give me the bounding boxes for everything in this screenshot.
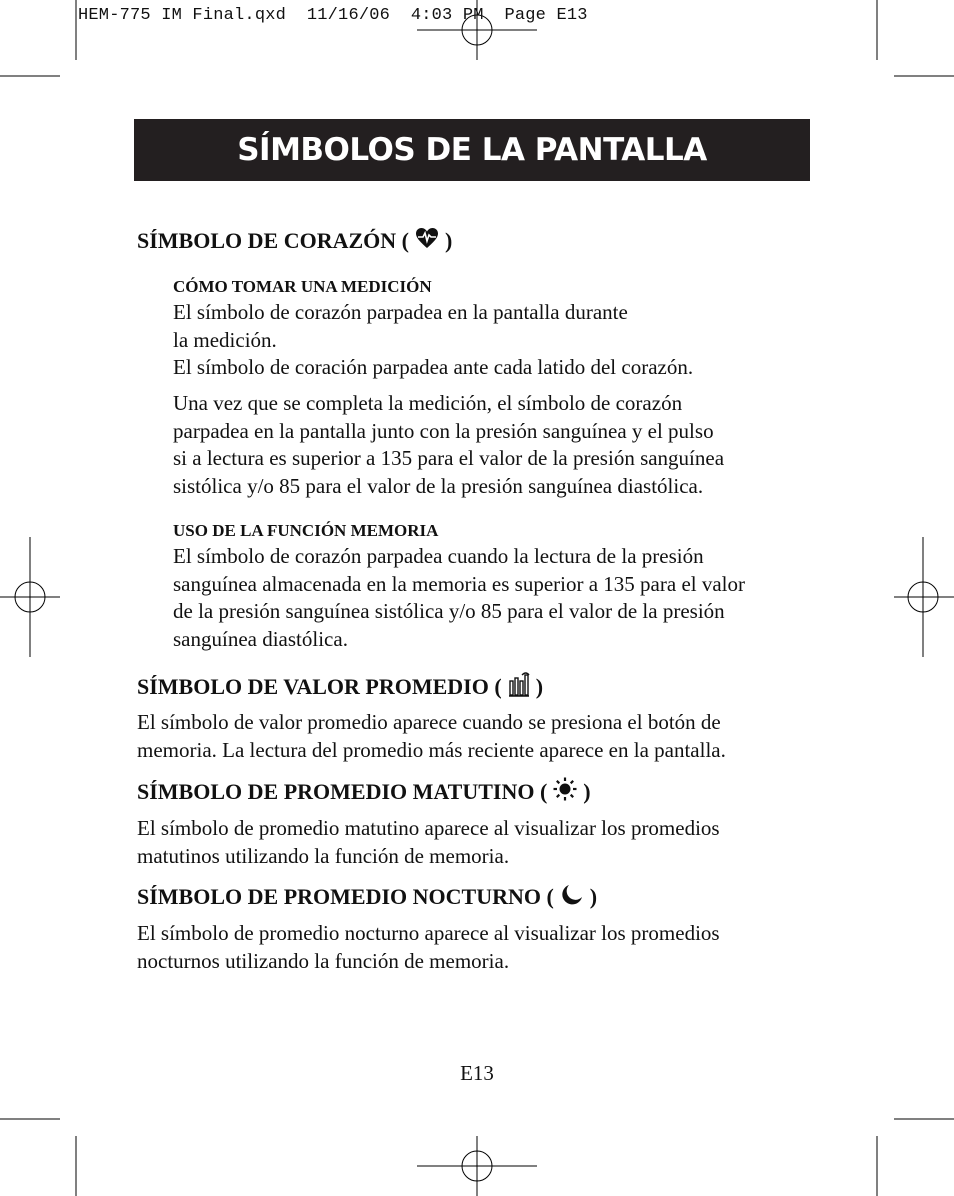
text-line: memoria. La lectura del promedio más reciente aparece en la pantalla. <box>137 737 726 762</box>
text-line: sanguínea diastólica. <box>173 626 348 651</box>
subheading-memory: USO DE LA FUNCIÓN MEMORIA <box>173 521 439 540</box>
heading-heart-symbol <box>137 227 452 255</box>
heading-text: SÍMBOLO DE VALOR PROMEDIO ( <box>137 674 502 699</box>
text-line: matutinos utilizando la función de memoria. <box>137 843 510 868</box>
heading-text: ) <box>444 228 453 253</box>
text-line: si a lectura es superior a 135 para el valor de la presión sanguínea <box>173 446 725 470</box>
text-line: El símbolo de valor promedio aparece cuando se presiona el botón de <box>137 710 721 734</box>
subheading-measurement: CÓMO TOMAR UNA MEDICIÓN <box>173 277 432 296</box>
page-title: SÍMBOLOS DE LA PANTALLA <box>237 132 707 168</box>
heading-text: ) <box>535 674 544 699</box>
print-slug: HEM-775 IM Final.qxd 11/16/06 4:03 PM Page E13 <box>78 6 588 25</box>
text-line: Una vez que se completa la medición, el símbolo de corazón <box>173 391 683 415</box>
text-line: sanguínea almacenada en la memoria es superior a 135 para el valor <box>173 571 745 596</box>
text-line: la medición. <box>173 327 277 352</box>
text-line: El símbolo de corazón parpadea cuando la lectura de la presión <box>173 544 704 568</box>
paragraph-memory <box>173 543 745 653</box>
title-bar <box>134 119 810 181</box>
sun-icon <box>553 777 577 807</box>
paragraph-morning <box>137 815 720 870</box>
text-line: parpadea en la pantalla junto con la presión sanguínea y el pulso <box>173 418 714 443</box>
heading-average-symbol <box>137 671 543 703</box>
heading-night-symbol <box>137 882 597 912</box>
paragraph-measurement-1 <box>173 299 693 382</box>
heading-text: ) <box>583 779 591 804</box>
heading-morning-symbol <box>137 777 591 807</box>
heart-icon <box>415 227 439 255</box>
text-line: de la presión sanguínea sistólica y/o 85 para el valor de la presión <box>173 599 725 623</box>
heading-text: ) <box>589 884 598 909</box>
paragraph-average <box>137 709 726 764</box>
paragraph-night <box>137 920 720 975</box>
moon-icon <box>560 882 584 912</box>
paragraph-measurement-2 <box>173 390 724 500</box>
heading-text: SÍMBOLO DE PROMEDIO NOCTURNO ( <box>137 884 554 909</box>
average-bars-icon <box>508 671 530 703</box>
text-line: El símbolo de promedio matutino aparece al visualizar los promedios <box>137 816 720 840</box>
heading-text: SÍMBOLO DE PROMEDIO MATUTINO ( <box>137 779 548 804</box>
text-line: nocturnos utilizando la función de memoria. <box>137 948 510 973</box>
text-line: El símbolo de promedio nocturno aparece al visualizar los promedios <box>137 921 720 945</box>
text-line: El símbolo de coración parpadea ante cada latido del corazón. <box>173 355 694 379</box>
heading-text: SÍMBOLO DE CORAZÓN ( <box>137 228 409 253</box>
text-line: El símbolo de corazón parpadea en la pantalla durante <box>173 300 628 324</box>
page-number: E13 <box>460 1061 494 1085</box>
text-line: sistólica y/o 85 para el valor de la presión sanguínea diastólica. <box>173 473 704 498</box>
